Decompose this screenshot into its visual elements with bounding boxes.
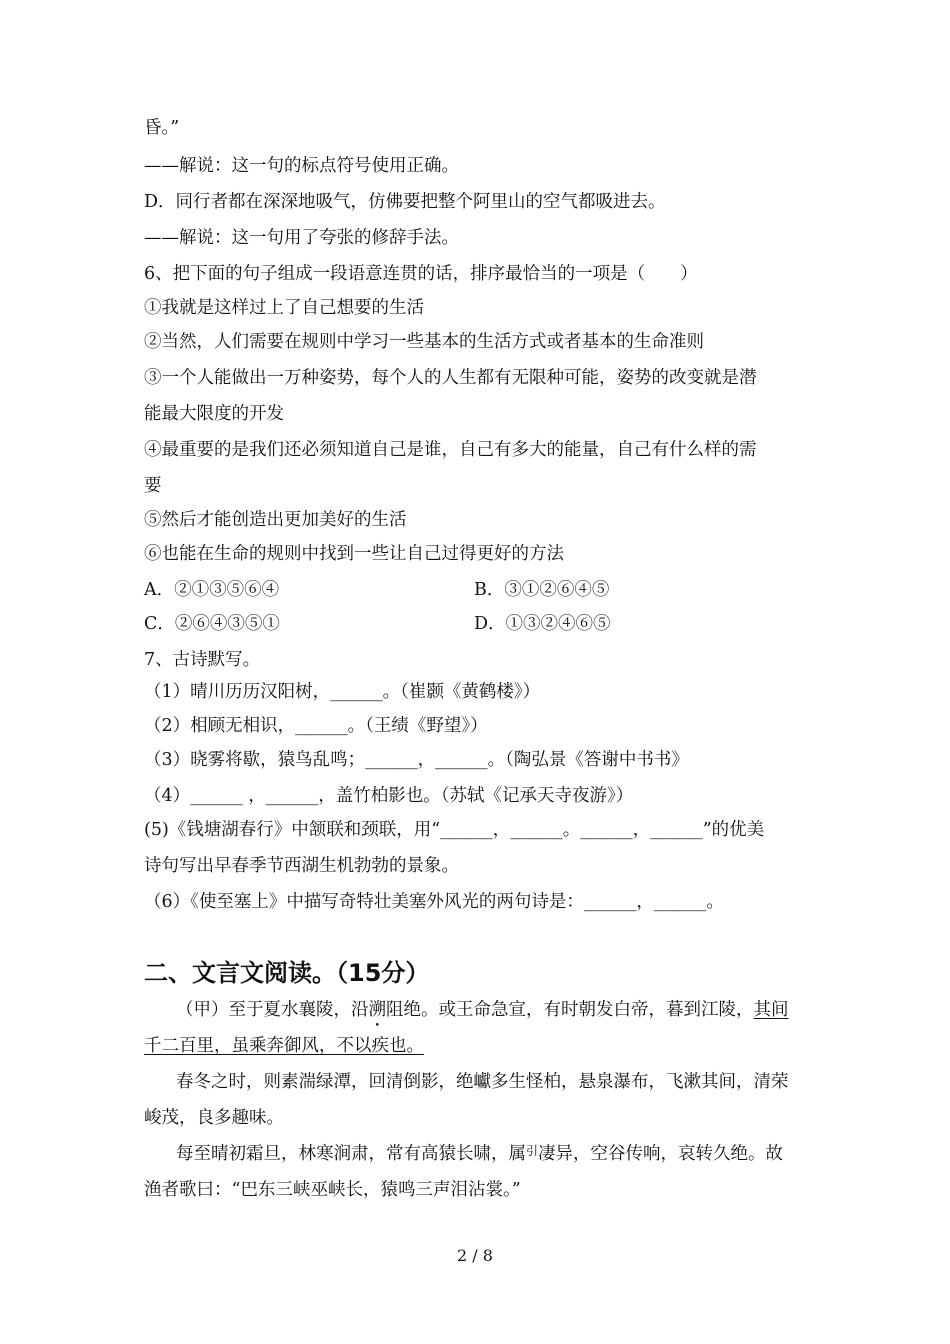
emphasis-dot-char: 溯 xyxy=(368,1000,386,1020)
q6-sentence-4b: 要 xyxy=(144,476,162,496)
q6-sentence-3b: 能最大限度的开发 xyxy=(144,404,284,424)
q6-option-d: D．①③②④⑥⑤ xyxy=(474,614,611,634)
q7-item-6: （6）《使至塞上》中描写奇特壮美塞外风光的两句诗是：______，______。 xyxy=(144,892,724,912)
passage-para-3a: 每至晴初霜旦，林寒涧肃，常有高猿长啸，属$^引$凄异，空谷传响，哀转久绝。故 xyxy=(176,1144,784,1164)
underlined-text-1: 其间 xyxy=(753,1000,789,1020)
section-heading: 二、文言文阅读。（15分） xyxy=(144,959,430,987)
small-char: 引 xyxy=(526,1144,539,1158)
q6-option-a: A．②①③⑤⑥④ xyxy=(144,580,280,600)
q6-sentence-6: ⑥也能在生命的规则中找到一些让自己过得更好的方法 xyxy=(144,544,564,564)
q6-sentence-1: ①我就是这样过上了自己想要的生活 xyxy=(144,298,424,318)
q6-sentence-2: ②当然，人们需要在规则中学习一些基本的生活方式或者基本的生命准则 xyxy=(144,332,704,352)
q6-sentence-4a: ④最重要的是我们还必须知道自己是谁，自己有多大的能量，自己有什么样的需 xyxy=(144,440,757,460)
q5-line-1: 昏。” xyxy=(144,118,180,138)
q7-item-4: （4）______ ，______，盖竹柏影也。（苏轼《记承天寺夜游》） xyxy=(144,786,634,806)
q7-item-3: （3）晓雾将歇，猿鸟乱鸣；______，______。（陶弘景《答谢中书书》 xyxy=(144,750,689,770)
underlined-text-2: 千二百里，虽乘奔御风，不以疾也。 xyxy=(144,1036,424,1056)
q7-item-2: （2）相顾无相识，______。（王绩《野望》） xyxy=(144,716,488,736)
q5-line-2: ——解说：这一句的标点符号使用正确。 xyxy=(144,156,459,176)
q6-sentence-5: ⑤然后才能创造出更加美好的生活 xyxy=(144,510,407,530)
passage-para-2b: 峻茂，良多趣味。 xyxy=(144,1108,284,1128)
q6-stem: 6、把下面的句子组成一段语意连贯的话，排序最恰当的一项是（ ） xyxy=(144,264,698,284)
q7-item-1: （1）晴川历历汉阳树，______。（崔颢《黄鹤楼》） xyxy=(144,682,541,702)
q6-sentence-3a: ③一个人能做出一万种姿势，每个人的人生都有无限种可能，姿势的改变就是潜 xyxy=(144,368,757,388)
q7-item-5b: 诗句写出早春季节西湖生机勃勃的景象。 xyxy=(144,856,459,876)
q6-option-c: C．②⑥④③⑤① xyxy=(144,614,280,634)
passage-para-1b xyxy=(144,1034,424,1058)
q5-option-d: D．同行者都在深深地吸气，仿佛要把整个阿里山的空气都吸进去。 xyxy=(144,192,666,212)
q5-line-4: ——解说：这一句用了夸张的修辞手法。 xyxy=(144,228,459,248)
passage-para-1a: （甲）至于夏水襄陵，沿溯阻绝。或王命急宣，有时朝发白帝，暮到江陵，其间 xyxy=(176,1000,789,1020)
page-number: 2 / 8 xyxy=(457,1246,493,1265)
q7-item-5a: (5)《钱塘湖春行》中颔联和颈联，用“______，______。______，______”的优美 xyxy=(144,820,765,840)
passage-para-2a: 春冬之时，则素湍绿潭，回清倒影，绝巘多生怪柏，悬泉瀑布，飞漱其间，清荣 xyxy=(176,1072,789,1092)
q6-option-b: B．③①②⑥④⑤ xyxy=(474,580,610,600)
q7-stem: 7、古诗默写。 xyxy=(144,650,261,670)
passage-para-3b: 渔者歌曰：“巴东三峡巫峡长，猿鸣三声泪沾裳。” xyxy=(144,1180,521,1200)
